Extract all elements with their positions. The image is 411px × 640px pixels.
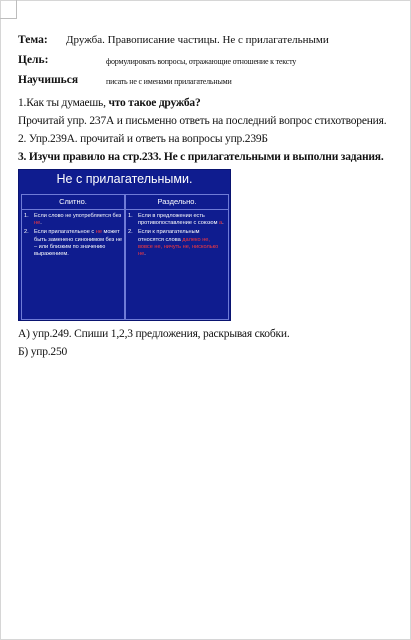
rule-number: 1. — [24, 213, 29, 219]
learn-label: Научишься — [18, 74, 79, 86]
rule-tail: . — [40, 220, 42, 227]
rule-tail: . — [144, 251, 146, 258]
learn-value: писать не с именами прилагательными — [106, 77, 232, 86]
column-together — [21, 194, 125, 320]
topic-row — [18, 34, 408, 54]
goal-value: формулировать вопросы, отражающие отношение к тексту — [106, 57, 297, 66]
rule-tail: . — [222, 220, 224, 227]
rule-text: Если слово не употребляется без — [34, 213, 122, 219]
column-separate-head: Раздельно. — [126, 195, 228, 210]
task-line-a: А) упр.249. Спиши 1,2,3 предложения, раскрывая скобки. — [18, 328, 290, 340]
rule-slide — [18, 169, 231, 321]
rule-item — [128, 229, 226, 258]
rule-item — [128, 213, 226, 227]
rule-item — [24, 229, 122, 258]
rule-text: Если к прилагательным относятся слова — [138, 229, 200, 243]
slide-table — [21, 194, 228, 318]
topic-label: Тема: — [18, 34, 48, 46]
rule-highlight: далеко не, вовсе не, ничуть не, нисколько не — [138, 236, 219, 258]
rule-highlight: не — [95, 229, 102, 236]
rule-item — [24, 213, 122, 227]
rule-highlight: не — [34, 220, 41, 227]
rule-number: 2. — [24, 229, 29, 236]
page-corner-mark — [0, 0, 17, 19]
goal-label: Цель: — [18, 54, 49, 66]
question-1-prefix: 1.Как ты думаешь, — [18, 97, 106, 109]
document-body — [18, 34, 408, 363]
question-1-bold: что такое дружба? — [108, 97, 201, 109]
goal-row — [18, 54, 408, 74]
rule-text: Если прилагательное с — [34, 229, 96, 236]
rule-number: 2. — [128, 229, 133, 236]
question-1 — [18, 96, 408, 111]
task-line-3: 2. Упр.239А. прочитай и ответь на вопросы упр.239Б — [18, 133, 268, 145]
rule-number: 1. — [128, 213, 133, 219]
column-together-head: Слитно. — [22, 195, 124, 210]
rule-highlight: а — [219, 220, 223, 227]
task-line-b: Б) упр.250 — [18, 346, 68, 358]
column-separate — [125, 194, 229, 320]
topic-value: Дружба. Правописание частицы. Не с прилагательными — [66, 34, 329, 46]
learn-row — [18, 74, 408, 94]
task-line-2: Прочитай упр. 237А и письменно ответь на последний вопрос стихотворения. — [18, 115, 387, 127]
rule-tail: может быть заменено синонимом без не – или близким по значению выражением. — [34, 229, 122, 258]
slide-title: Не с прилагательными. — [56, 172, 193, 186]
rule-text: Если в предложении есть противопоставление с союзом — [138, 213, 220, 227]
task-line-4: 3. Изучи правило на стр.233. Не с прилагательными и выполни задания. — [18, 151, 384, 163]
